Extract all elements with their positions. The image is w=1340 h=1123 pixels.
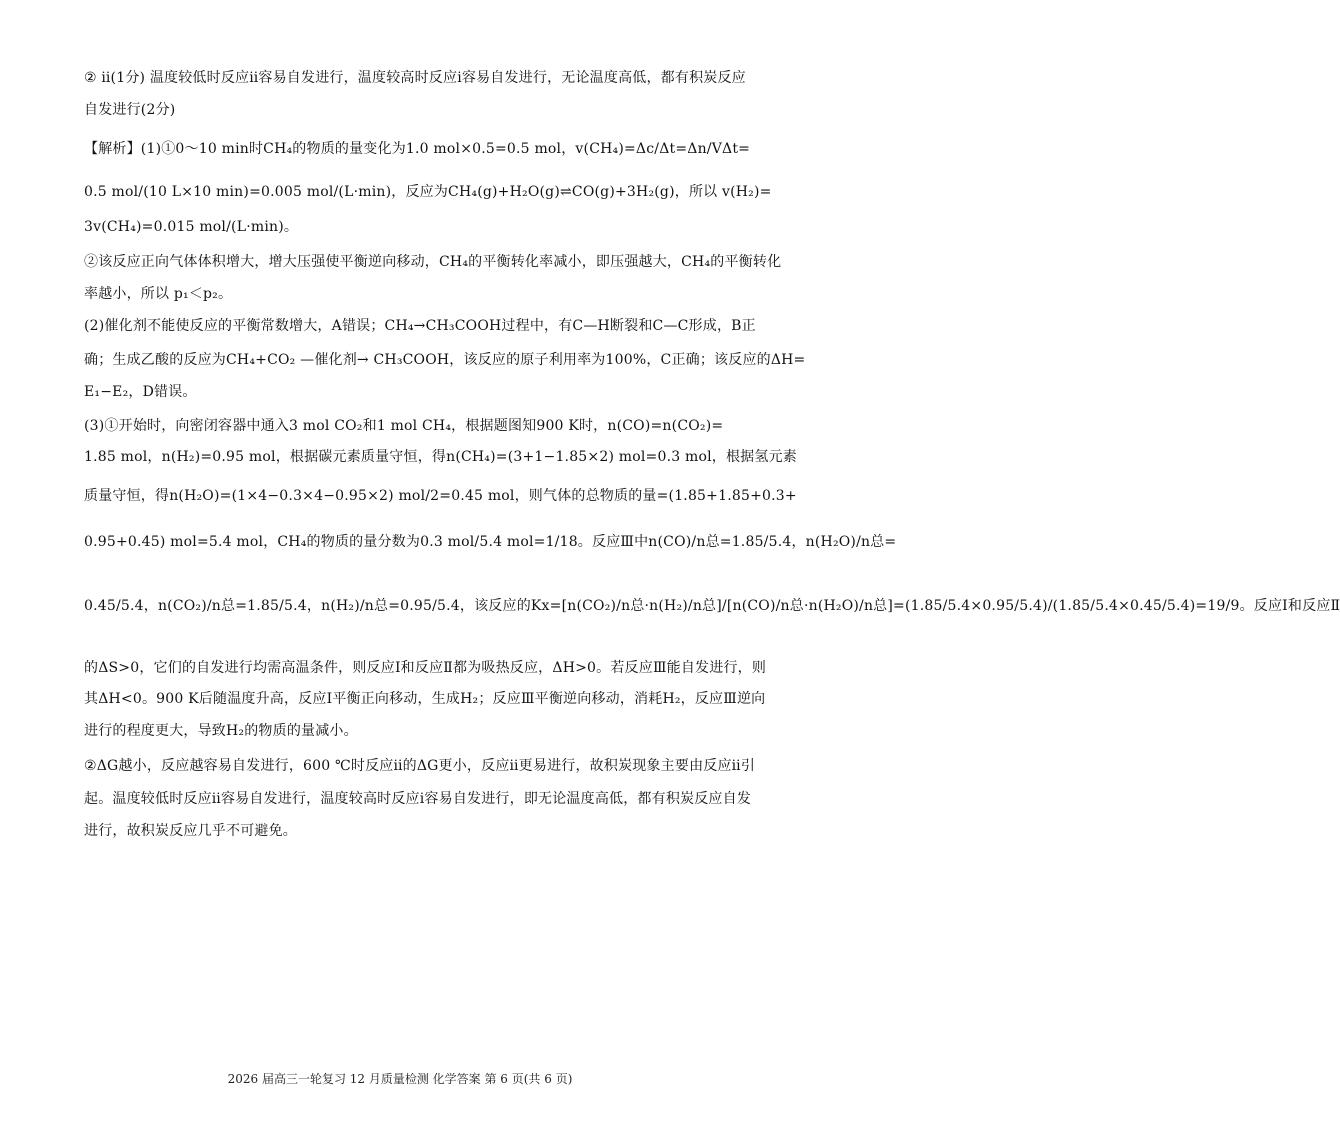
text-line-17: 其ΔH<0。900 K后随温度升高，反应Ⅰ平衡正向移动，生成H₂；反应Ⅲ平衡逆向移动，消耗H₂，反应Ⅲ逆向 bbox=[84, 691, 766, 707]
text-line-21: 进行，故积炭反应几乎不可避免。 bbox=[84, 823, 297, 839]
text-line-3-analysis-heading: 【解析】(1)①0～10 min时CH₄的物质的量变化为1.0 mol×0.5=0.5 mol，v(CH₄)=Δc/Δt=Δn/VΔt= bbox=[84, 141, 751, 157]
text-line-10: E₁−E₂，D错误。 bbox=[84, 384, 197, 400]
text-line-14: 0.95+0.45) mol=5.4 mol，CH₄的物质的量分数为0.3 mol/5.4 mol=1/18。反应Ⅲ中n(CO)/n总=1.85/5.4，n(H₂O)/n总= bbox=[84, 534, 897, 550]
text-line-6: ②该反应正向气体体积增大，增大压强使平衡逆向移动，CH₄的平衡转化率减小，即压强越大，CH₄的平衡转化 bbox=[84, 254, 782, 270]
text-line-2: 自发进行(2分) bbox=[84, 102, 176, 118]
text-line-8: (2)催化剂不能使反应的平衡常数增大，A错误；CH₄→CH₃COOH过程中，有C—H断裂和C—C形成，B正 bbox=[84, 318, 756, 334]
text-line-18: 进行的程度更大，导致H₂的物质的量减小。 bbox=[84, 723, 358, 739]
text-line-4: 0.5 mol/(10 L×10 min)=0.005 mol/(L·min)，反应为CH₄(g)+H₂O(g)⇌CO(g)+3H₂(g)，所以 v(H₂)= bbox=[84, 184, 772, 200]
text-line-15: 0.45/5.4，n(CO₂)/n总=1.85/5.4，n(H₂)/n总=0.95/5.4，该反应的Kx=[n(CO₂)/n总·n(H₂)/n总]/[n(CO)/n总·n(H₂O)/n总]=(1.85/5.4×0.95/5.4)/(1.85/5.4×0.45/5.4)=19/9。反应Ⅰ和反应Ⅱ bbox=[84, 598, 1340, 614]
page-footer: 2026 届高三一轮复习 12 月质量检测 化学答案 第 6 页(共 6 页) bbox=[227, 1072, 573, 1086]
text-line-16: 的ΔS>0，它们的自发进行均需高温条件，则反应Ⅰ和反应Ⅱ都为吸热反应，ΔH>0。若反应Ⅲ能自发进行，则 bbox=[84, 660, 767, 676]
text-line-5: 3v(CH₄)=0.015 mol/(L·min)。 bbox=[84, 219, 299, 235]
text-line-1: ② ⅱ(1分) 温度较低时反应ⅱ容易自发进行，温度较高时反应ⅰ容易自发进行，无论温度高低，都有积炭反应 bbox=[84, 70, 746, 86]
text-line-11: (3)①开始时，向密闭容器中通入3 mol CO₂和1 mol CH₄，根据题图知900 K时，n(CO)=n(CO₂)= bbox=[84, 418, 724, 434]
text-line-20: 起。温度较低时反应ⅱ容易自发进行，温度较高时反应ⅰ容易自发进行，即无论温度高低，都有积炭反应自发 bbox=[84, 791, 752, 807]
text-line-9: 确；生成乙酸的反应为CH₄+CO₂ —催化剂→ CH₃COOH，该反应的原子利用率为100%，C正确；该反应的ΔH= bbox=[84, 352, 806, 368]
text-line-12: 1.85 mol，n(H₂)=0.95 mol，根据碳元素质量守恒，得n(CH₄)=(3+1−1.85×2) mol=0.3 mol，根据氢元素 bbox=[84, 449, 797, 465]
text-line-19: ②ΔG越小，反应越容易自发进行，600 ℃时反应ⅱ的ΔG更小，反应ⅱ更易进行，故积炭现象主要由反应ⅱ引 bbox=[84, 758, 756, 774]
text-line-13: 质量守恒，得n(H₂O)=(1×4−0.3×4−0.95×2) mol/2=0.45 mol，则气体的总物质的量=(1.85+1.85+0.3+ bbox=[84, 488, 797, 504]
text-line-7: 率越小，所以 p₁＜p₂。 bbox=[84, 286, 233, 302]
